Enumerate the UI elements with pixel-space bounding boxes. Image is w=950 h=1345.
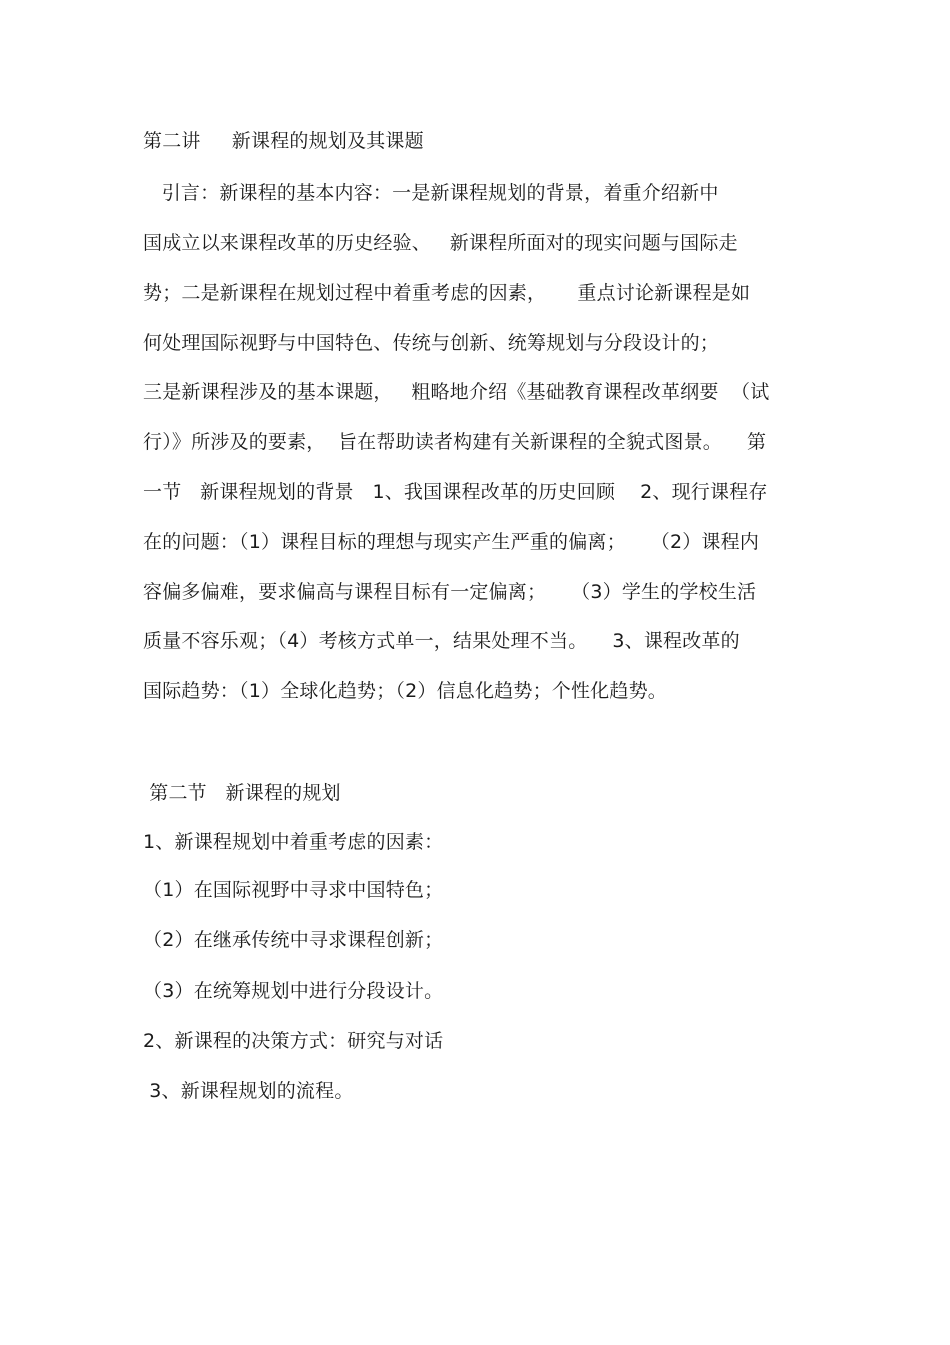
section-line: 2、新课程的决策方式：研究与对话 xyxy=(143,1030,444,1052)
intro-line: 质量不容乐观；（4）考核方式单一，结果处理不当。 3、课程改革的 xyxy=(143,630,740,652)
intro-line: 何处理国际视野与中国特色、传统与创新、统筹规划与分段设计的； xyxy=(143,332,720,354)
section-line: （2）在继承传统中寻求课程创新； xyxy=(143,929,444,951)
intro-line: 行）》所涉及的要素， 旨在帮助读者构建有关新课程的全貌式图景。 第 xyxy=(143,431,767,453)
intro-line: 引言：新课程的基本内容：一是新课程规划的背景，着重介绍新中 xyxy=(143,182,719,204)
section-line: （1）在国际视野中寻求中国特色； xyxy=(143,879,444,901)
intro-line: 三是新课程涉及的基本课题， 粗略地介绍《基础教育课程改革纲要 （试 xyxy=(143,381,770,403)
section-heading: 第二节 新课程的规划 xyxy=(143,782,341,804)
section-line: 1、新课程规划中着重考虑的因素： xyxy=(143,831,444,853)
intro-line: 容偏多偏难，要求偏高与课程目标有一定偏离； （3）学生的学校生活 xyxy=(143,581,757,603)
intro-line: 势；二是新课程在规划过程中着重考虑的因素， 重点讨论新课程是如 xyxy=(143,282,751,304)
section-line: （3）在统筹规划中进行分段设计。 xyxy=(143,980,444,1002)
intro-line: 一节 新课程规划的背景 1、我国课程改革的历史回顾 2、现行课程存 xyxy=(143,481,768,503)
section-line: 3、新课程规划的流程。 xyxy=(143,1080,354,1102)
intro-line: 国成立以来课程改革的历史经验、 新课程所面对的现实问题与国际走 xyxy=(143,232,738,254)
intro-line: 在的问题：（1）课程目标的理想与现实产生严重的偏离； （2）课程内 xyxy=(143,531,760,553)
lecture-title: 第二讲 新课程的规划及其课题 xyxy=(143,130,424,152)
intro-line: 国际趋势：（1）全球化趋势；（2）信息化趋势；个性化趋势。 xyxy=(143,680,667,702)
